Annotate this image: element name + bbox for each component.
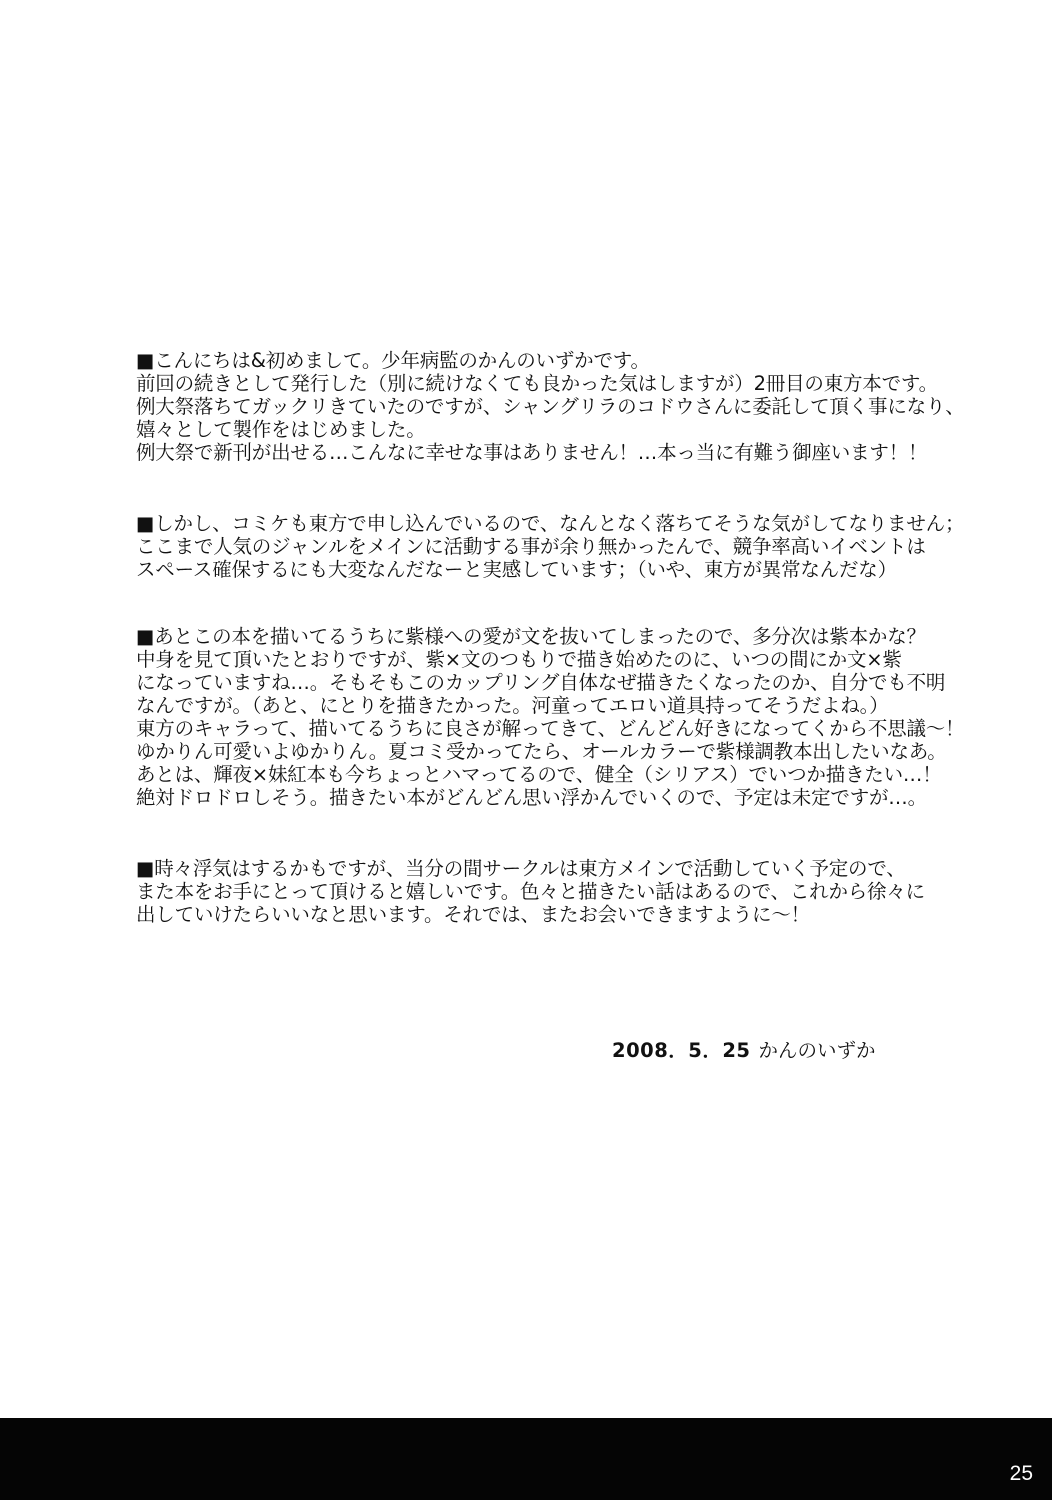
text-line: 例大祭落ちてガックリきていたのですが、シャングリラのコドウさんに委託して頂く事になり、 (136, 395, 965, 418)
footer-bar (0, 1418, 1052, 1500)
text-line: ■こんにちは&初めまして。少年病監のかんのいずかです。 (136, 349, 650, 372)
text-line: ここまで人気のジャンルをメインに活動する事が余り無かったんで、競争率高いイベントは (136, 535, 926, 558)
text-line: 例大祭で新刊が出せる…こんなに幸せな事はありません！…本っ当に有難う御座います！！ (136, 441, 928, 464)
text-line: 嬉々として製作をはじめました。 (136, 418, 426, 441)
paragraph-comiket (136, 512, 965, 581)
paragraph-characters (136, 625, 965, 809)
text-line: になっていますね…。そもそもこのカップリング自体なぜ描きたくなったのか、自分でも不明 (136, 671, 946, 694)
text-line: 前回の続きとして発行した（別に続けなくても良かった気はしますが）2冊目の東方本です。 (136, 372, 938, 395)
signature (612, 1039, 876, 1063)
text-line: ゆかりん可愛いよゆかりん。夏コミ受かってたら、オールカラーで紫様調教本出したいなあ。 (136, 740, 947, 763)
text-line: 東方のキャラって、描いてるうちに良さが解ってきて、どんどん好きになってくから不思議～！ (136, 717, 965, 740)
text-line: スペース確保するにも大変なんだなーと実感しています；（いや、東方が異常なんだな） (136, 558, 897, 581)
text-line: 絶対ドロドロしそう。描きたい本がどんどん思い浮かんでいくので、予定は未定ですが…。 (136, 786, 927, 809)
page-number: 25 (1009, 1462, 1033, 1485)
text-line: ■しかし、コミケも東方で申し込んでいるので、なんとなく落ちてそうな気がしてなりません； (136, 512, 965, 535)
signature-date: 2008．5．25 (612, 1039, 751, 1062)
paragraph-closing (136, 857, 926, 926)
text-line: また本をお手にとって頂けると嬉しいです。色々と描きたい話はあるので、これから徐々に (136, 880, 925, 903)
text-line: ■あとこの本を描いてるうちに紫様への愛が文を抜いてしまったので、多分次は紫本かな？ (136, 625, 926, 648)
text-line: ■時々浮気はするかもですが、当分の間サークルは東方メインで活動していく予定ので、 (136, 857, 906, 880)
text-line: なんですが。（あと、にとりを描きたかった。河童ってエロい道具持ってそうだよね。） (136, 694, 889, 717)
paragraph-greeting (136, 349, 965, 464)
signature-author: かんのいずか (758, 1039, 876, 1062)
text-line: あとは、輝夜×妹紅本も今ちょっとハマってるので、健全（シリアス）でいつか描きたい…！ (136, 763, 942, 786)
text-line: 中身を見て頂いたとおりですが、紫×文のつもりで描き始めたのに、いつの間にか文×紫 (136, 648, 902, 671)
text-line: 出していけたらいいなと思います。それでは、またお会いできますように～！ (136, 903, 810, 926)
